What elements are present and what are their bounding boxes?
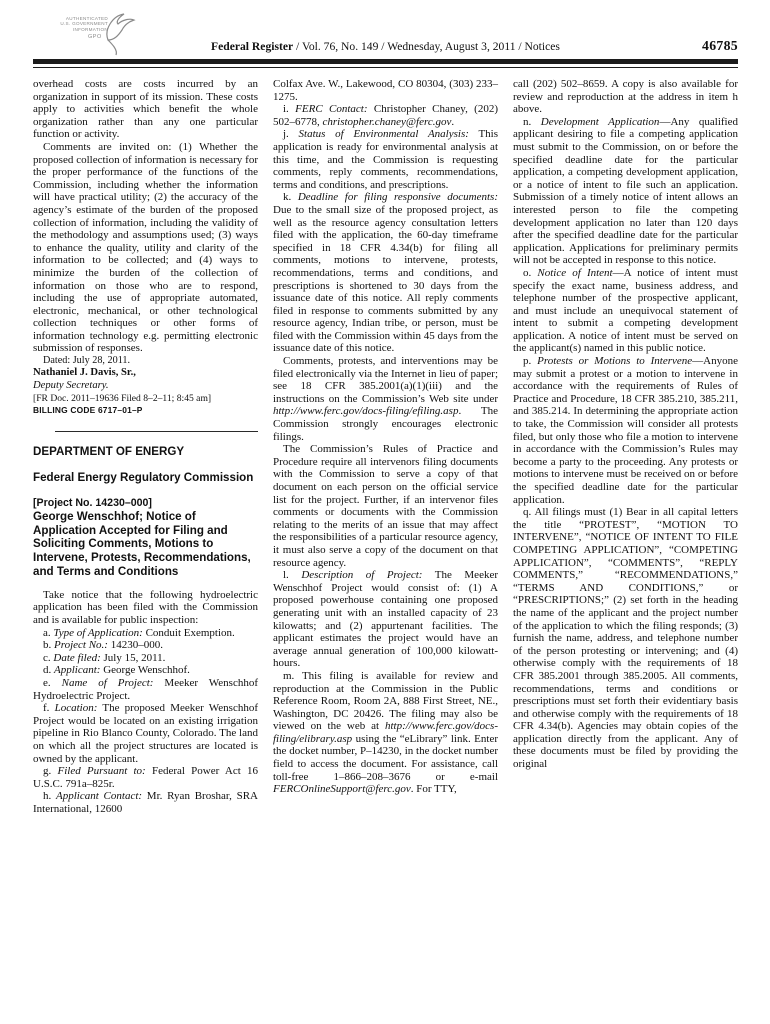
agency-heading: Federal Energy Regulatory Commission (33, 471, 254, 485)
paragraph: b. Project No.: 14230–000. (43, 639, 163, 652)
signature-title: Deputy Secretary. (33, 380, 109, 392)
paragraph: i. FERC Contact: Christopher Chaney, (202) 502–6778, christopher.chaney@ferc.gov. (273, 103, 499, 128)
paragraph: c. Date filed: July 15, 2011. (43, 651, 166, 664)
paragraph: l. Description of Project: The Meeker Wenschhof Project would consist of: (1) A proposed powerhouse containing one proposed generating unit with an installed capacity of 23 kilowatts; and (2) appurtenant facilities. The applicant estimates the project would have an average annual generation of 100,000 kilowatt-hours. (273, 569, 498, 670)
dated-line: Dated: July 28, 2011. (43, 355, 131, 367)
column-3 (513, 78, 738, 816)
paragraph: f. Location: The proposed Meeker Wenschhof Project would be located on an existing irrigation pipeline in Rio Blanco County, Colorado. The land on which all the project structures are located is owned by the applicant. (33, 702, 258, 765)
department-heading: DEPARTMENT OF ENERGY (33, 444, 185, 458)
paragraph: Take notice that the following hydroelectric application has been filed with the Commission and is available for public inspection: (33, 588, 258, 627)
header-rule-thick (33, 59, 738, 64)
paragraph: Comments are invited on: (1) Whether the proposed collection of information is necessary for the proper performance of the functions of the Commission, including whether the information will have practical utility; (2) the accuracy of the agency’s estimate of the burden of the proposed collection of information, including the validity of the methodology and assumptions used; (3) ways to enhance the quality, utility and clarity of the information to be collected; and (4) ways to minimize the burden of the collection of information on those who are to respond, including the use of appropriate automated, electronic, mechanical, or other technological collection techniques or other forms of information technology e.g. permitting electronic submission of responses. (33, 140, 258, 355)
notice-title: George Wenschhof; Notice of Application Accepted for Filing and Soliciting Comments, Motions to Intervene, Protests, Recommendations, and Terms and Conditions (33, 509, 251, 579)
column-1 (33, 78, 258, 816)
paragraph: overhead costs are costs incurred by an organization in support of its mission. These costs apply to activities which benefit the whole organization rather than any one particular function or activity. (33, 78, 258, 141)
paragraph: o. Notice of Intent—A notice of intent must specify the exact name, business address, and telephone number of the prospective applicant, and must include an unequivocal statement of intent to submit a competing development application. A notice of intent must be served on the applicant(s) named in this public notice. (513, 266, 738, 355)
docket-number: [Project No. 14230–000] (33, 497, 152, 510)
paragraph: Colfax Ave. W., Lakewood, CO 80304, (303) 233–1275. (273, 78, 498, 103)
paragraph: call (202) 502–8659. A copy is also available for review and reproduction at the address in item h above. (513, 78, 738, 116)
paragraph: h. Applicant Contact: Mr. Ryan Broshar, SRA International, 12600 (33, 790, 258, 815)
paragraph: k. Deadline for filing responsive documents: Due to the small size of the proposed project, as well as the resource agency consultation letters filed with the application, the 60-day timeframe specified in 18 CFR 4.34(b) for filing all comments, motions to intervene, protests, recommendations, terms and conditions, and prescriptions is shortened to 30 days from the issuance date of this notice. All reply comments filed in response to comments submitted by any resource agency, Indian tribe, or person, must be filed with the Commission within 45 days from the issuance date of this notice. (273, 191, 498, 355)
paragraph: j. Status of Environmental Analysis: This application is ready for environmental analysis at this time, and the Commission is requesting comments, reply comments, recommendations, terms and conditions, and prescriptions. (273, 128, 498, 191)
gpo-logo-acronym: GPO (88, 34, 102, 40)
section-divider (55, 431, 258, 432)
gpo-logo-line: INFORMATION (72, 26, 108, 32)
paragraph: m. This filing is available for review and reproduction at the Commission in the Public Reference Room, Room 2A, 888 First Street, NE., Washington, DC 20426. The filing may also be viewed on the web at http://www.ferc.gov/docs-filing/elibrary.asp using the “eLibrary” link. Enter the docket number, P–14230, in the docket number field to access the document. For assistance, call toll-free 1–866–208–3676 or e-mail FERCOnlineSupport@ferc.gov. For TTY, (273, 669, 498, 796)
paragraph: g. Filed Pursuant to: Federal Power Act 16 U.S.C. 791a–825r. (33, 765, 258, 790)
paragraph: d. Applicant: George Wenschhof. (43, 664, 190, 677)
gpo-logo-line: U.S. GOVERNMENT (60, 21, 108, 27)
gpo-logo-text (46, 16, 108, 32)
header-rule-thin (33, 67, 738, 68)
paragraph: The Commission’s Rules of Practice and Procedure require all intervenors filing documents with the Commission to serve a copy of that document on each person on the official service list for the project. Further, if an intervenor files comments or documents with the Commission relating to the merits of an issue that may affect the responsibilities of a particular resource agency, it must also serve a copy of the document on that resource agency. (273, 443, 498, 569)
gpo-logo-line: AUTHENTICATED (65, 16, 108, 21)
publication-title: Federal Register (211, 40, 294, 53)
paragraph: n. Development Application—Any qualified applicant desiring to file a competing application must submit to the Commission, on or before the specified deadline date for the particular application, a competing development application, or a notice of intent to file such an application. Submission of a timely notice of intent allows an interested person to file the competing development application no later than 120 days after the specified deadline date for the particular application. Applications for preliminary permits will not be accepted in response to this notice. (513, 115, 738, 267)
page-number: 46785 (702, 38, 738, 53)
issue-info: / Vol. 76, No. 149 / Wednesday, August 3, 2011 / Notices (293, 40, 560, 53)
paragraph: a. Type of Application: Conduit Exemption. (43, 626, 235, 639)
signature-name: Nathaniel J. Davis, Sr., (33, 367, 136, 379)
text-columns (33, 78, 738, 816)
column-2 (273, 78, 498, 816)
paragraph: Comments, protests, and interventions may be filed electronically via the Internet in lieu of paper; see 18 CFR 385.2001(a)(1)(iii) and the instructions on the Commission’s Web site under http://www.ferc.gov/docs-filing/efiling.asp. The Commission strongly encourages electronic filings. (273, 355, 498, 443)
running-head (33, 40, 738, 53)
paragraph: p. Protests or Motions to Intervene—Anyone may submit a protest or a motion to intervene in accordance with the requirements of Rules of Practice and Procedure, 18 CFR 385.210, 385.211, and 385.214. In determining the appropriate action to take, the Commission will consider all protests filed, but only those who file a motion to intervene in accordance with the Commission’s Rules may become a party to the proceeding. Any protests or motions to intervene must be received on or before the specified deadline date for the particular application. (513, 355, 738, 506)
fr-doc-line: [FR Doc. 2011–19636 Filed 8–2–11; 8:45 am] (33, 392, 212, 404)
paragraph: e. Name of Project: Meeker Wenschhof Hydroelectric Project. (33, 676, 258, 702)
paragraph: q. All filings must (1) Bear in all capital letters the title “PROTEST”, “MOTION TO INTERVENE”, “NOTICE OF INTENT TO FILE COMPETING APPLICATION”, “COMPETING APPLICATION”, “COMMENTS”, “REPLY COMMENTS,” “RECOMMENDATIONS,” “TERMS AND CONDITIONS,” or “PRESCRIPTIONS;” (2) set forth in the heading the name of the applicant and the project number of the application to which the filing responds; (3) furnish the name, address, and telephone number of the person protesting or intervening; and (4) otherwise comply with the requirements of 18 CFR 385.2001 through 385.2005. All comments, recommendations, terms and conditions or prescriptions must set forth their evidentiary basis and otherwise comply with the requirements of 18 CFR 4.34(b). Agencies may obtain copies of the application directly from the applicant. Any of these documents must be filed by providing the original (513, 506, 738, 771)
billing-code: BILLING CODE 6717–01–P (33, 404, 143, 415)
